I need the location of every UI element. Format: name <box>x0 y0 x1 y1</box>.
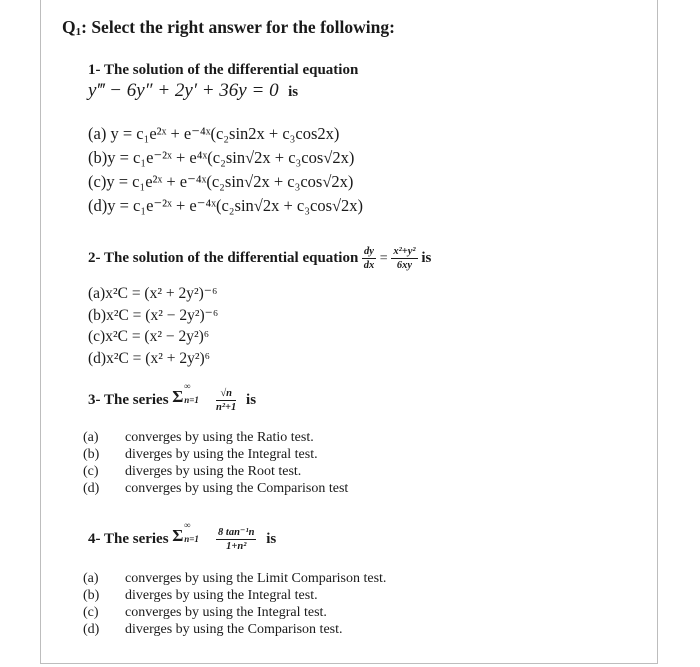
q4-sigma: Σ ∞ n=1 <box>172 519 199 545</box>
q4-choice-b[interactable]: (b) diverges by using the Integral test. <box>83 588 318 603</box>
q3-sigma: Σ ∞ n=1 <box>172 380 199 406</box>
q3-choice-d[interactable]: (d) converges by using the Comparison test <box>83 481 349 496</box>
q4-term-fraction: $\frac{\text{8 tan⁻¹n}}{\text{1+n²}}$ <box>218 527 255 552</box>
q3-choice-c[interactable]: (c) diverges by using the Root test. <box>83 464 302 479</box>
q2-option-d[interactable]: (d)x²C = (x² + 2y²)⁶ <box>88 350 211 367</box>
q4-heading: 4- The series Σ ∞ n=1 $\frac{\text{8 tan⁻¹n}}{\text{1+n²}}$ is <box>88 519 277 552</box>
q1-equation: y‴ − 6y″ + 2y′ + 36y = 0 is <box>88 80 299 101</box>
q1-option-c-text: (c)y = c₁e²ˣ + e⁻⁴ˣ(c₂sin√2x + c₃cos√2x) <box>88 172 354 191</box>
q3-choice-b[interactable]: (b) diverges by using the Integral test. <box>83 447 318 462</box>
q1-option-a[interactable] <box>88 124 339 144</box>
q3-choice-a[interactable]: (a) converges by using the Ratio test. <box>83 430 314 445</box>
q4-choice-c[interactable]: (c) converges by using the Integral test. <box>83 605 327 620</box>
q2-option-b[interactable]: (b)x²C = (x² − 2y²)⁻⁶ <box>88 307 219 324</box>
q2-lhs-fraction: $\frac{dy}{dx}$ <box>363 246 375 271</box>
q1-option-d[interactable] <box>88 196 363 216</box>
q3-heading: 3- The series Σ ∞ n=1 $\frac{√n}{\text{n²+1}}$ is <box>88 380 257 413</box>
q1-heading: 1- The solution of the differential equation <box>88 62 359 78</box>
question-title: $Q_1$: Select the right answer for the following: <box>62 17 395 38</box>
q1-option-a-text: (a) y = c₁e²ˣ + e⁻⁴ˣ(c₂sin2x + c₃cos2x) <box>88 124 340 143</box>
q1-option-b-text: (b)y = c₁e⁻²ˣ + e⁴ˣ(c₂sin√2x + c₃cos√2x) <box>88 148 355 167</box>
q1-option-c[interactable] <box>88 172 353 192</box>
q3-term-fraction: $\frac{√n}{\text{n²+1}}$ <box>216 388 237 413</box>
q2-heading: 2- The solution of the differential equation $\frac{dy}{dx}$ = $\frac{\text{x²+y²}}{6xy}$ is <box>88 246 432 271</box>
q4-choice-a[interactable]: (a) converges by using the Limit Comparison test. <box>83 571 387 586</box>
q2-option-a[interactable]: (a)x²C = (x² + 2y²)⁻⁶ <box>88 285 218 302</box>
q2-rhs-fraction: $\frac{\text{x²+y²}}{6xy}$ <box>393 246 416 271</box>
q2-option-c[interactable]: (c)x²C = (x² − 2y²)⁶ <box>88 328 210 345</box>
q1-option-d-text: (d)y = c₁e⁻²ˣ + e⁻⁴ˣ(c₂sin√2x + c₃cos√2x) <box>88 196 364 215</box>
q4-choice-d[interactable]: (d) diverges by using the Comparison test. <box>83 622 343 637</box>
q1-option-b[interactable] <box>88 148 354 168</box>
